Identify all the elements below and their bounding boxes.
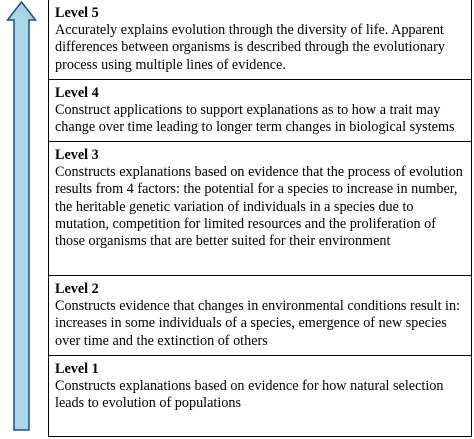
level-5-title: Level 5 xyxy=(55,5,99,21)
up-arrow-icon xyxy=(0,0,48,439)
level-3-row xyxy=(49,142,471,276)
level-1-row xyxy=(49,356,471,437)
progression-arrow xyxy=(0,0,48,439)
level-1-title: Level 1 xyxy=(55,361,99,377)
level-3-title: Level 3 xyxy=(55,147,99,163)
level-2-title: Level 2 xyxy=(55,281,99,297)
level-5-description: Accurately explains evolution through the diversity of life. Apparent differences between organisms is described through the evolutionary process using multiple lines of evidence. xyxy=(55,22,445,73)
level-3-description: Constructs explanations based on evidence that the process of evolution results from 4 factors: the potential for a species to increase in number, the heritable genetic variation of individuals in a species due to mutation, competition for limited resources and the proliferation of those organisms that are better suited for their environment xyxy=(55,164,463,250)
level-1-description: Constructs explanations based on evidence for how natural selection leads to evolution of populations xyxy=(55,378,444,412)
level-5-row xyxy=(49,0,471,80)
level-2-description: Constructs evidence that changes in environmental conditions result in: increases in some individuals of a species, emergence of new species over time and the extinction of others xyxy=(55,298,461,349)
up-arrow-shape xyxy=(8,2,36,430)
level-4-description: Construct applications to support explanations as to how a trait may change over time leading to longer term changes in biological systems xyxy=(55,102,455,136)
level-4-row xyxy=(49,80,471,142)
level-4-title: Level 4 xyxy=(55,85,99,101)
level-2-row xyxy=(49,276,471,356)
levels-table xyxy=(48,0,472,437)
